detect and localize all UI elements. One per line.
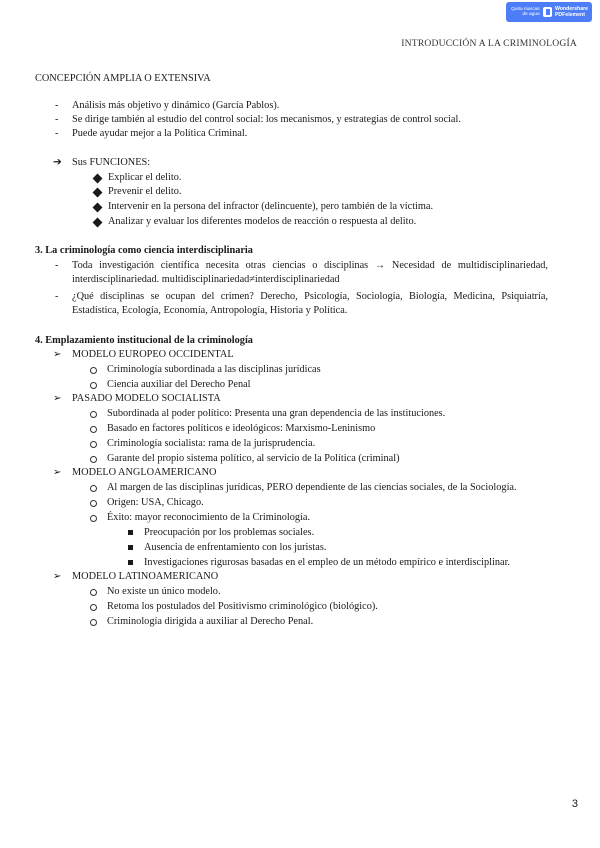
diamond-bullet-icon: [93, 203, 103, 213]
list-item: Retoma los postulados del Positivismo criminológico (biológico).: [107, 601, 378, 612]
list-item: Criminología socialista: rama de la jurisprudencia.: [107, 438, 316, 449]
list-item: Prevenir el delito.: [108, 186, 182, 197]
circle-bullet-icon: [90, 456, 97, 463]
list-item: Éxito: mayor reconocimiento de la Criminología.: [107, 512, 311, 523]
sub-list-item: Preocupación por los problemas sociales.: [144, 527, 315, 538]
model-title: MODELO ANGLOAMERICANO: [72, 467, 217, 478]
circle-bullet-icon: [90, 604, 97, 611]
square-bullet-icon: [128, 530, 133, 535]
section-heading: 4. Emplazamiento institucional de la criminología: [35, 335, 253, 346]
list-item: Origen: USA, Chicago.: [107, 497, 204, 508]
diamond-bullet-icon: [93, 188, 103, 198]
watermark-badge[interactable]: [506, 2, 592, 22]
chevron-right-icon: ➢: [53, 393, 62, 404]
list-item: Analizar y evaluar los diferentes modelos de reacción o respuesta al delito.: [108, 216, 417, 227]
sub-list-item: Ausencia de enfrentamiento con los juristas.: [144, 542, 327, 553]
arrow-right-icon: ➔: [53, 157, 62, 168]
dash-bullet: -: [55, 260, 59, 271]
circle-bullet-icon: [90, 500, 97, 507]
model-title: MODELO EUROPEO OCCIDENTAL: [72, 349, 234, 360]
list-item: Criminología subordinada a las disciplinas jurídicas: [107, 364, 321, 375]
circle-bullet-icon: [90, 382, 97, 389]
list-item: Subordinada al poder político: Presenta una gran dependencia de las instituciones.: [107, 408, 446, 419]
circle-bullet-icon: [90, 441, 97, 448]
circle-bullet-icon: [90, 411, 97, 418]
section-heading: 3. La criminología como ciencia interdisciplinaria: [35, 245, 253, 256]
circle-bullet-icon: [90, 515, 97, 522]
circle-bullet-icon: [90, 367, 97, 374]
list-item: Al margen de las disciplinas jurídicas, PERO dependiente de las ciencias sociales, de la Sociología.: [107, 482, 517, 493]
chevron-right-icon: ➢: [53, 349, 62, 360]
pdfelement-logo-icon: [543, 7, 552, 17]
chevron-right-icon: ➢: [53, 467, 62, 478]
list-item: Garante del propio sistema político, al servicio de la Política (criminal): [107, 453, 400, 464]
square-bullet-icon: [128, 560, 133, 565]
list-item: Se dirige también al estudio del control social: los mecanismos, y estrategias de control social.: [72, 114, 461, 125]
section-heading: CONCEPCIÓN AMPLIA O EXTENSIVA: [35, 73, 211, 84]
circle-bullet-icon: [90, 619, 97, 626]
list-item: Intervenir en la persona del infractor (delincuente), pero también de la víctima.: [108, 201, 434, 212]
list-item: Criminología dirigida a auxiliar al Derecho Penal.: [107, 616, 314, 627]
functions-label: Sus FUNCIONES:: [72, 157, 151, 168]
circle-bullet-icon: [90, 589, 97, 596]
watermark-brand: Wondershare PDFelement: [554, 6, 588, 18]
watermark-remove-text: Quita marcas de agua: [511, 6, 540, 17]
dash-bullet: -: [55, 114, 59, 125]
dash-bullet: -: [55, 100, 59, 111]
dash-bullet: -: [55, 291, 59, 302]
diamond-bullet-icon: [93, 174, 103, 184]
list-item: ¿Qué disciplinas se ocupan del crimen? Derecho, Psicología, Sociología, Biología, Medicina, Psiquiatría, Estadística, Ecología, Economía, Antropología, Historia y Política.: [72, 291, 548, 316]
list-item: Puede ayudar mejor a la Política Criminal.: [72, 128, 248, 139]
list-item: Ciencia auxiliar del Derecho Penal: [107, 379, 251, 390]
sub-list-item: Investigaciones rigurosas basadas en el empleo de un método empírico e interdisciplinar.: [144, 557, 511, 568]
list-item: Análisis más objetivo y dinámico (García Pablos).: [72, 100, 280, 111]
list-item: No existe un único modelo.: [107, 586, 221, 597]
circle-bullet-icon: [90, 485, 97, 492]
page-number: 3: [571, 798, 578, 810]
chevron-right-icon: ➢: [53, 571, 62, 582]
list-item: Basado en factores políticos e ideológicos: Marxismo-Leninismo: [107, 423, 376, 434]
model-title: PASADO MODELO SOCIALISTA: [72, 393, 221, 404]
running-header: INTRODUCCIÓN A LA CRIMINOLOGÍA: [401, 38, 577, 49]
square-bullet-icon: [128, 545, 133, 550]
circle-bullet-icon: [90, 426, 97, 433]
dash-bullet: -: [55, 128, 59, 139]
list-item: Explicar el delito.: [108, 172, 182, 183]
diamond-bullet-icon: [93, 218, 103, 228]
list-item: Toda investigación científica necesita otras ciencias o disciplinas → Necesidad de multidisciplinariedad, interdisciplinariedad. multidisciplinariedad≠interdisciplinariedad: [72, 260, 548, 285]
model-title: MODELO LATINOAMERICANO: [72, 571, 219, 582]
